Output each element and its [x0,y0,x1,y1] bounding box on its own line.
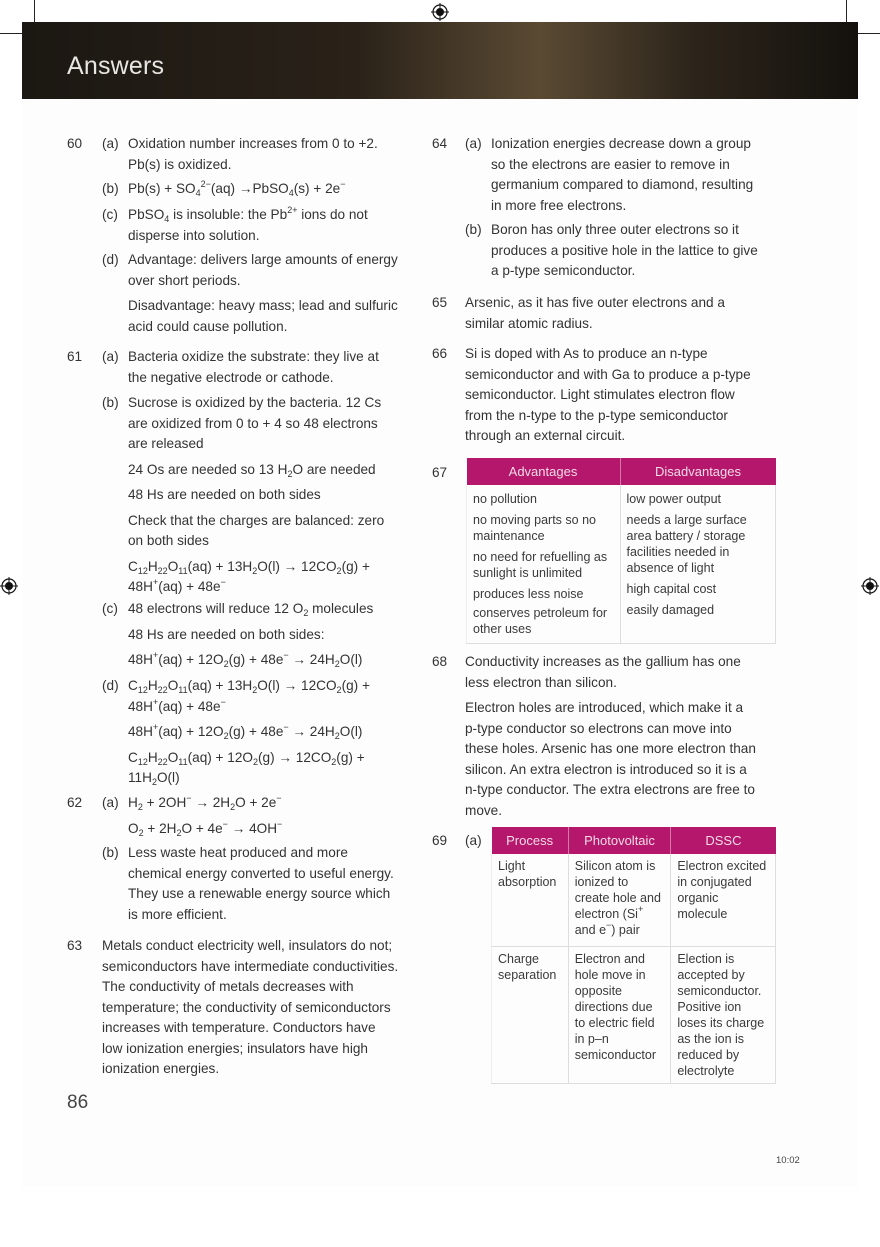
answer-line: are oxidized from 0 to + 4 so 48 electrons [128,415,378,431]
equation: $11H_2O(l)$ [128,770,180,787]
answer-line: produces a positive hole in the lattice to give [491,242,758,258]
question-number: 66 [432,346,448,361]
answer-line: disperse into solution. [128,227,260,243]
equation: $48H^+(aq) + 12O_2(g) + 48e^- \to 24H_2O(l)$ [128,722,363,741]
answer-line: silicon. An extra electron is introduced so it is a [465,761,747,777]
crop-mark [858,33,880,34]
answer-line: through an external circuit. [465,428,626,443]
answer-line: germanium compared to diamond, resulting [491,177,754,192]
part-label: (a) [465,833,482,848]
crop-mark [0,33,22,34]
answer-line: 24 Os are needed so 13 $H_2O$ are needed [128,461,376,479]
equation: $O_2 + 2H_2O + 4e^- \to 4OH^-$ [128,818,283,838]
answer-line: so the electrons are easier to remove in [491,156,730,172]
list-item: no pollution [473,492,537,506]
question-number: 64 [432,136,448,151]
answer-line: 48 Hs are needed on both sides [128,487,321,502]
table-cell: Silicon atom is ionized to create hole and electron (Si+ and e−) pair [568,854,671,947]
answer-line: Conductivity increases as the gallium has one [465,654,741,669]
table-cell: Light absorption [492,854,569,947]
question-64 [432,134,782,284]
table-cell: Charge separation [492,947,569,1084]
question-number: 67 [432,465,448,480]
page-title: Answers [67,52,165,80]
equation: 48H+(aq) + 48e− [128,577,226,594]
list-item: easily damaged [626,603,715,617]
advantages-cell [467,485,621,644]
table-header: Photovoltaic [568,827,671,854]
list-item: needs a large surface area battery / storage facilities needed in absence of light [626,513,747,575]
table-cell: Electron excited in conjugated organic molecule [671,854,776,947]
answer-line: low ionization energies; insulators have high [102,1040,368,1056]
answer-line: Boron has only three outer electrons so it [491,222,739,237]
part-label: (b) [102,845,119,860]
equation: 48H+(aq) + 48e− [128,696,226,714]
page-number: 86 [67,1092,89,1113]
answer-line: Disadvantage: heavy mass; lead and sulfuric [128,298,398,313]
answer-line: in more free electrons. [491,197,627,213]
answer-line: from the n-type to the p-type semiconductor [465,407,728,423]
part-label: (b) [465,222,482,237]
list-item: low power output [626,492,722,506]
header-banner [22,22,858,99]
list-item: no need for refuelling as sunlight is unlimited [473,550,608,580]
answer-line: these holes. Arsenic has one more electron than [465,741,756,756]
question-66 [432,344,782,449]
question-number: 62 [67,795,83,810]
question-63 [67,936,422,1086]
answer-line: They use a renewable energy source which [128,886,391,901]
answer-line: Bacteria oxidize the substrate: they live at [128,349,379,364]
question-68 [432,652,782,822]
part-label: (b) [102,181,119,196]
question-number: 68 [432,654,448,669]
question-number: 60 [67,136,83,151]
timestamp: 10:02 [776,1155,800,1166]
equation: $H_2 + 2OH^- \to 2H_2O + 2e^-$ [128,793,282,812]
answer-line: Less waste heat produced and more [128,845,348,860]
answer-line: Electron holes are introduced, which make it a [465,700,744,715]
answer-line: a p-type semiconductor. [491,263,636,278]
answer-line: move. [465,802,503,818]
equation: $C_{12}H_{22}O_{11}(aq) + 13H_2O(l) \to 12CO_2(g)$ + [128,678,370,695]
answer-line: similar atomic radius. [465,315,593,331]
table-header: DSSC [671,827,776,854]
equation: $48H^+(aq) + 12O_2(g) + 48e^- \to 24H_2O(l)$ [128,650,363,669]
question-62 [67,793,417,928]
question-65 [432,293,782,338]
list-item: no moving parts so no maintenance [473,513,596,543]
answer-line: increases with temperature. Conductors have [102,1020,376,1035]
answer-line: chemical energy converted to useful energy. [128,865,394,881]
answer-line: temperature; the conductivity of semiconductors [102,999,391,1015]
part-label: (b) [102,395,119,410]
answer-line: p-type conductor so electrons can move into [465,720,732,736]
answer-line: on both sides [128,533,209,548]
part-label: (a) [465,136,482,151]
registration-mark-icon [861,577,879,595]
table-cell: Election is accepted by semiconductor. Positive ion loses its charge as the ion is reduced by electrolyte [671,947,776,1084]
answer-line: Si is doped with As to produce an n-type [465,346,708,361]
table-header: Process [492,827,569,854]
answer-line: acid could cause pollution. [128,318,288,334]
equation: $C_{12}H_{22}O_{11}(aq) + 12O_2(g) \to 12CO_2(g)$ + [128,749,365,767]
advantages-table [466,458,776,644]
part-label: (c) [102,601,118,616]
answer-line: Check that the charges are balanced: zero [128,512,385,528]
question-number: 69 [432,833,448,848]
registration-mark-icon [431,3,449,21]
question-number: 63 [67,938,83,953]
table-header: Disadvantages [620,458,776,485]
process-table [491,827,776,1084]
crop-mark [846,0,847,22]
part-label: (d) [102,252,119,267]
answer-line: the negative electrode or cathode. [128,369,334,385]
question-61 [67,347,417,787]
disadvantages-cell [620,485,776,644]
answer-line: n-type conductor. The extra electrons are free to [465,782,755,797]
table-header: Advantages [467,458,621,485]
answer-line: less electron than silicon. [465,674,617,690]
equation: $C_{12}H_{22}O_{11}(aq) + 13H_2O(l) \to 12CO_2(g)$ + [128,558,370,576]
answer-line: are released [128,436,204,451]
answer-line: semiconductor. Light stimulates electron flow [465,387,735,402]
answer-line: Advantage: delivers large amounts of energy [128,252,398,267]
answer-line: is more efficient. [128,906,227,922]
part-label: (a) [102,349,119,364]
question-number: 65 [432,295,448,310]
answer-line: Sucrose is oxidized by the bacteria. 12 Cs [128,395,382,410]
answer-line: Metals conduct electricity well, insulators do not; [102,938,393,953]
equation: $Pb(s) + SO_4^{2-}(aq)$ →PbSO$_4$(s) + 2e− [128,179,346,198]
answer-line: PbSO$_4$ is insoluble: the $Pb^{2+}$ ions do not [128,205,368,224]
question-60 [67,134,417,339]
answer-line: semiconductors have intermediate conductivities. [102,958,399,974]
answer-line: ionization energies. [102,1061,220,1076]
part-label: (a) [102,795,119,810]
answer-line: Pb(s) is oxidized. [128,156,232,172]
answer-line: Oxidation number increases from 0 to +2. [128,136,378,151]
part-label: (c) [102,207,118,222]
registration-mark-icon [0,577,18,595]
answer-line: 48 electrons will reduce 12 $O_2$ molecules [128,601,374,618]
answer-line: Arsenic, as it has five outer electrons and a [465,295,725,310]
table-cell: Electron and hole move in opposite directions due to electric field in p–n semiconductor [568,947,671,1084]
question-69 [432,831,492,851]
answer-line: semiconductor and with Ga to produce a p-type [465,366,751,382]
list-item: conserves petroleum for other uses [473,606,608,636]
table-row [492,947,776,1084]
crop-mark [34,0,35,22]
table-row [492,854,776,947]
part-label: (d) [102,678,119,693]
question-67 [432,463,462,483]
answer-line: over short periods. [128,272,241,288]
answer-line: Ionization energies decrease down a group [491,136,751,151]
answer-line: 48 Hs are needed on both sides: [128,626,325,642]
part-label: (a) [102,136,119,151]
question-number: 61 [67,349,83,364]
answer-line: The conductivity of metals decreases with [102,979,354,994]
list-item: produces less noise [473,587,584,601]
list-item: high capital cost [626,582,717,596]
